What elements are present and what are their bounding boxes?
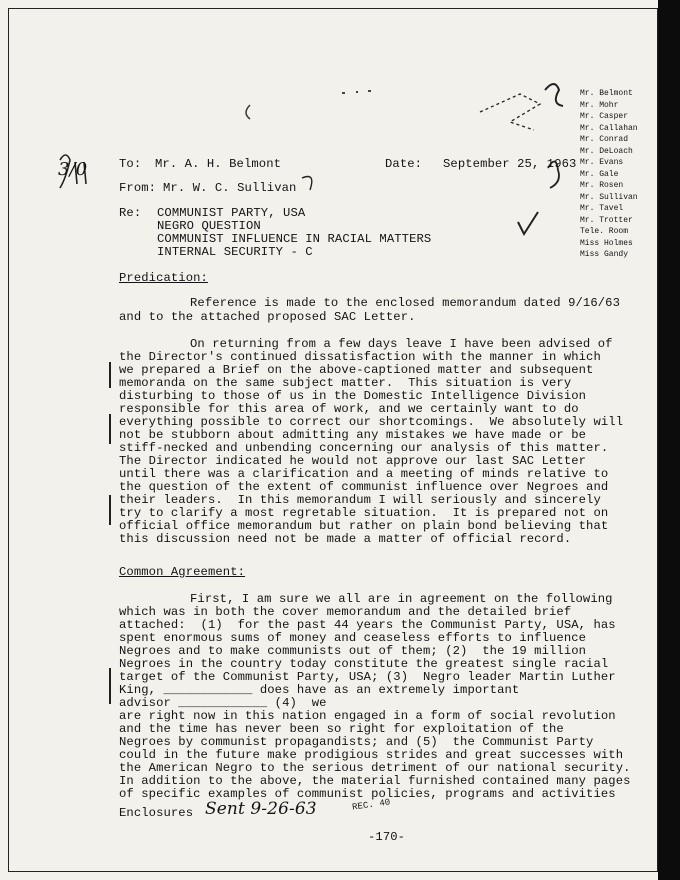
re-line-4: INTERNAL SECURITY - C [157, 245, 313, 259]
routing-entry: Mr. Gale [580, 169, 619, 179]
routing-list [580, 88, 660, 261]
margin-number: 3/0 [58, 159, 88, 180]
para2-line-4: memoranda on the same subject matter. This situation is very [119, 376, 572, 390]
margin-bracket [109, 495, 111, 525]
margin-bracket [109, 362, 111, 388]
to-label: To: [119, 157, 142, 171]
routing-entry: Mr. Trotter [580, 215, 633, 225]
routing-entry: Mr. Casper [580, 112, 629, 121]
routing-entry: Miss Holmes [580, 238, 633, 248]
agreement-line-12: Negroes by communist propagandists; and (5) the Communist Party [119, 735, 594, 749]
agreement-line-3: attached: (1) for the past 44 years the Communist Party, USA, has [119, 618, 616, 632]
routing-entry: Mr. Callahan [580, 123, 638, 133]
para2-line-8: not be stubborn about admitting any mistakes we have made or be [119, 428, 587, 442]
handwritten-sent: Sent 9-26-63 [205, 799, 317, 819]
para2-line-3: we prepared a Brief on the above-captioned matter and subsequent [119, 363, 594, 377]
agreement-line-16: of specific examples of communist policies, programs and activities [119, 787, 616, 801]
from-value: Mr. W. C. Sullivan [163, 181, 297, 195]
routing-entry: Miss Gandy [580, 250, 629, 259]
agreement-line-2: which was in both the cover memorandum and the detailed brief [119, 605, 572, 619]
agreement-line-9: advisor ____________ (4) we [119, 696, 327, 710]
para2-line-14: try to clarify a most regretable situation. It is prepared not on [119, 506, 609, 520]
para2-line-13: their leaders. In this memorandum I will seriously and sincerely [119, 493, 601, 507]
routing-entry: Mr. Mohr [580, 100, 619, 110]
to-value: Mr. A. H. Belmont [155, 157, 282, 171]
para2-line-12: the question of the extent of communist influence over Negroes and [119, 480, 609, 494]
agreement-line-7: target of the Communist Party, USA; (3) Negro leader Martin Luther [119, 670, 616, 684]
agreement-line-1: First, I am sure we all are in agreement on the following [190, 592, 613, 606]
re-line-1: COMMUNIST PARTY, USA [157, 206, 306, 220]
agreement-line-13: could in the future make prodigious strides and great successes with [119, 748, 624, 762]
margin-bracket [109, 414, 111, 444]
routing-entry: Mr. Conrad [580, 135, 629, 144]
agreement-line-6: Negroes in the country today constitute the greatest single racial [119, 657, 609, 671]
re-line-3: COMMUNIST INFLUENCE IN RACIAL MATTERS [157, 232, 432, 246]
routing-entry: Mr. DeLoach [580, 146, 633, 156]
para2-line-9: stiff-necked and unbending concerning our analysis of this matter. [119, 441, 609, 455]
para2-line-11: until there was a clarification and a meeting of minds relative to [119, 467, 609, 481]
routing-entry: Mr. Rosen [580, 181, 624, 190]
agreement-heading: Common Agreement: [119, 565, 246, 579]
para2-line-7: everything possible to correct our shortcomings. We absolutely will [119, 415, 624, 429]
date-label: Date: [385, 157, 423, 171]
date-value: September 25, 1963 [443, 157, 577, 171]
para2-line-10: The Director indicated he would not approve our last SAC Letter [119, 454, 587, 468]
para2-line-2: the Director's continued dissatisfaction with the manner in which [119, 350, 601, 364]
predication-heading: Predication: [119, 271, 208, 285]
re-label: Re: [119, 206, 142, 220]
agreement-line-4: spent enormous sums of money and ceaseless efforts to influence [119, 631, 587, 645]
margin-bracket [109, 668, 111, 704]
re-line-2: NEGRO QUESTION [157, 219, 261, 233]
predication-line-2: and to the attached proposed SAC Letter. [119, 310, 416, 324]
rec-stamp: REC. 40 [351, 797, 392, 813]
agreement-line-11: and the time has never been so right for exploitation of the [119, 722, 564, 736]
agreement-line-15: In addition to the above, the material furnished contained many pages [119, 774, 631, 788]
from-label: From: [119, 181, 157, 195]
para2-line-15: official office memorandum but rather on plain bond believing that [119, 519, 609, 533]
para2-line-5: disturbing to those of us in the Domestic Intelligence Division [119, 389, 587, 403]
agreement-line-14: the American Negro to the serious detriment of our national security. [119, 761, 631, 775]
para2-line-6: responsible for this area of work, and we certainly want to do [119, 402, 579, 416]
routing-entry: Mr. Belmont [580, 89, 633, 98]
predication-line-1: Reference is made to the enclosed memorandum dated 9/16/63 [190, 296, 620, 310]
routing-entry: Tele. Room [580, 227, 629, 236]
page-number: -170- [368, 830, 406, 844]
enclosures-label: Enclosures [119, 806, 194, 820]
para2-line-16: this discussion need not be made a matter of official record. [119, 532, 572, 546]
para2-line-1: On returning from a few days leave I have been advised of [190, 337, 613, 351]
agreement-line-5: Negroes and to make communists out of them; (2) the 19 million [119, 644, 587, 658]
routing-entry: Mr. Sullivan [580, 192, 638, 202]
routing-entry: Mr. Tavel [580, 204, 624, 213]
agreement-line-10: are right now in this nation engaged in a form of social revolution [119, 709, 616, 723]
routing-entry: Mr. Evans [580, 158, 624, 167]
agreement-line-8: King, ____________ does have as an extremely important [119, 683, 520, 697]
